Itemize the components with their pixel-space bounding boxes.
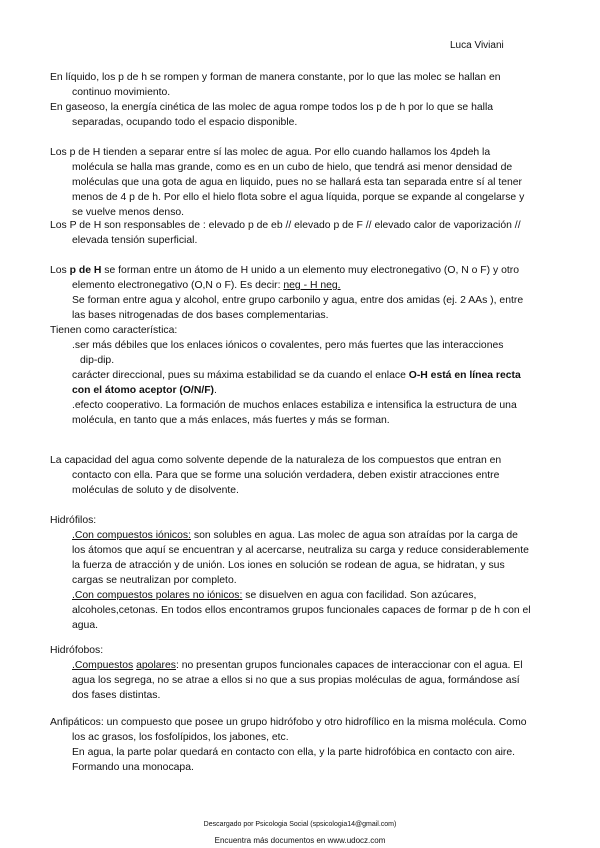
author-name: Luca Viviani (450, 40, 504, 51)
text-span: se disuelven en agua con facilidad. Son azúcares, (242, 590, 477, 601)
paragraph-formation (50, 263, 550, 323)
underlined-text: .Compuestos (72, 660, 134, 671)
text-line (50, 263, 550, 278)
text-span: Los (50, 265, 70, 276)
text-span: : no presentan grupos funcionales capaces de interaccionar con el agua. El (175, 660, 523, 671)
text-line: Anfipáticos: un compuesto que posee un grupo hidrófobo y otro hidrofílico en la misma molécula. Como (50, 717, 527, 728)
text-line: los átomos que aquí se encuentran y al acercarse, neutraliza su carga y reduce considerablemente (72, 545, 529, 556)
text-span: se forman entre un átomo de H unido a un elemento muy electronegativo (O, N o F) y otro (101, 265, 519, 276)
text-line: dip-dip. (80, 355, 115, 366)
text-line: Los p de H tienden a separar entre sí las molec de agua. Por ello cuando hallamos los 4pdeh la (50, 147, 491, 158)
paragraph-liquid (50, 70, 550, 100)
text-line: menos de 4 p de h. Por ello el hielo flota sobre el agua líquida, porque se expande al congelarse y (72, 192, 525, 203)
paragraph-ice (50, 145, 550, 220)
text-line: agua los segrega, no se atrae a ellos si no que a sus propias moléculas de agua, formándose así (72, 675, 520, 686)
text-line: En líquido, los p de h se rompen y forman de manera constante, por lo que las molec se hallan en (50, 72, 501, 83)
text-line: la fuerza de atracción y de unión. Los iones en solución se rodean de agua, se hidratan, y sus (72, 560, 505, 571)
section-title: Tienen como característica: (50, 325, 178, 336)
bold-text: con el átomo aceptor (O/N/F) (72, 385, 215, 396)
paragraph-responsibilities (50, 218, 550, 248)
text-line: Los P de H son responsables de : elevado p de eb // elevado p de F // elevado calor de vaporización // (50, 220, 521, 231)
text-line: alcoholes,cetonas. En todos ellos encontramos grupos funcionales capaces de formar p de h con el (72, 605, 531, 616)
paragraph-amphipathic (50, 715, 550, 775)
text-line (50, 278, 550, 293)
text-line (50, 588, 550, 603)
text-line: Se forman entre agua y alcohol, entre grupo carbonilo y agua, entre dos amidas (ej. 2 AAs ), entre (72, 295, 524, 306)
text-line: se vuelve menos denso. (72, 207, 185, 218)
bold-text: O-H está en línea recta (408, 370, 521, 381)
text-line: En gaseoso, la energía cinética de las molec de agua rompe todos los p de h por lo que se halla (50, 102, 494, 113)
text-line (50, 368, 550, 383)
text-line: dos fases distintas. (72, 690, 161, 701)
text-span: son solubles en agua. Las molec de agua son atraídas por la carga de (190, 530, 518, 541)
text-line: agua. (72, 620, 99, 631)
text-line (50, 383, 550, 398)
text-line: molécula, en tanto que a más enlaces, más fuertes y más se forman. (72, 415, 390, 426)
section-title: Hidrófobos: (50, 645, 104, 656)
text-span: . (214, 385, 217, 396)
underlined-text: .Con compuestos polares no iónicos: (72, 590, 243, 601)
hydrophilic-section (50, 513, 550, 633)
text-line: separadas, ocupando todo el espacio disponible. (72, 117, 298, 128)
text-line: .ser más débiles que los enlaces iónicos o covalentes, pero más fuertes que las interacciones (72, 340, 504, 351)
text-line (50, 528, 550, 543)
text-line: continuo movimiento. (72, 87, 171, 98)
text-line: .efecto cooperativo. La formación de muchos enlaces estabiliza e intensifica la estructura de una (72, 400, 517, 411)
text-line: La capacidad del agua como solvente depende de la naturaleza de los compuestos que entran en (50, 455, 502, 466)
section-title: Hidrófilos: (50, 515, 97, 526)
footer-download-note: Descargado por Psicologia Social (spsicologia14@gmail.com) (203, 821, 397, 828)
text-line: moléculas de soluto y de disolvente. (72, 485, 239, 496)
text-line: los ac grasos, los fosfolípidos, los jabones, etc. (72, 732, 289, 743)
text-line: las bases nitrogenadas de dos bases complementarias. (72, 310, 329, 321)
text-line (50, 658, 550, 673)
text-line: elevada tensión superficial. (72, 235, 198, 246)
text-span: carácter direccional, pues su máxima estabilidad se da cuando el enlace (72, 370, 409, 381)
paragraph-gas (50, 100, 550, 130)
bold-text: p de H (69, 265, 102, 276)
text-line: moléculas que una gota de agua en liquido, pues no se hallará esta tan separada entre sí al tener (72, 177, 522, 188)
text-span: elemento electronegativo (O,N o F). Es decir: (72, 280, 284, 291)
underlined-text: apolares (136, 660, 176, 671)
text-line: En agua, la parte polar quedará en contacto con ella, y la parte hidrofóbica en contacto con aire. (72, 747, 516, 758)
hydrophobic-section (50, 643, 550, 703)
underlined-text: neg - H neg. (283, 280, 341, 291)
text-line: molécula se halla mas grande, como es en un cubo de hielo, que tendrá asi menor densidad de (72, 162, 513, 173)
underlined-text: .Con compuestos iónicos: (72, 530, 191, 541)
text-line: contacto con ella. Para que se forme una solución verdadera, deben existir atracciones entre (72, 470, 500, 481)
footer-link[interactable]: Encuentra más documentos en www.udocz.com (214, 836, 386, 845)
text-line: cargas se neutralizan por completo. (72, 575, 237, 586)
paragraph-solvent (50, 453, 550, 498)
characteristics-section (50, 323, 550, 428)
text-line: Formando una monocapa. (72, 762, 194, 773)
